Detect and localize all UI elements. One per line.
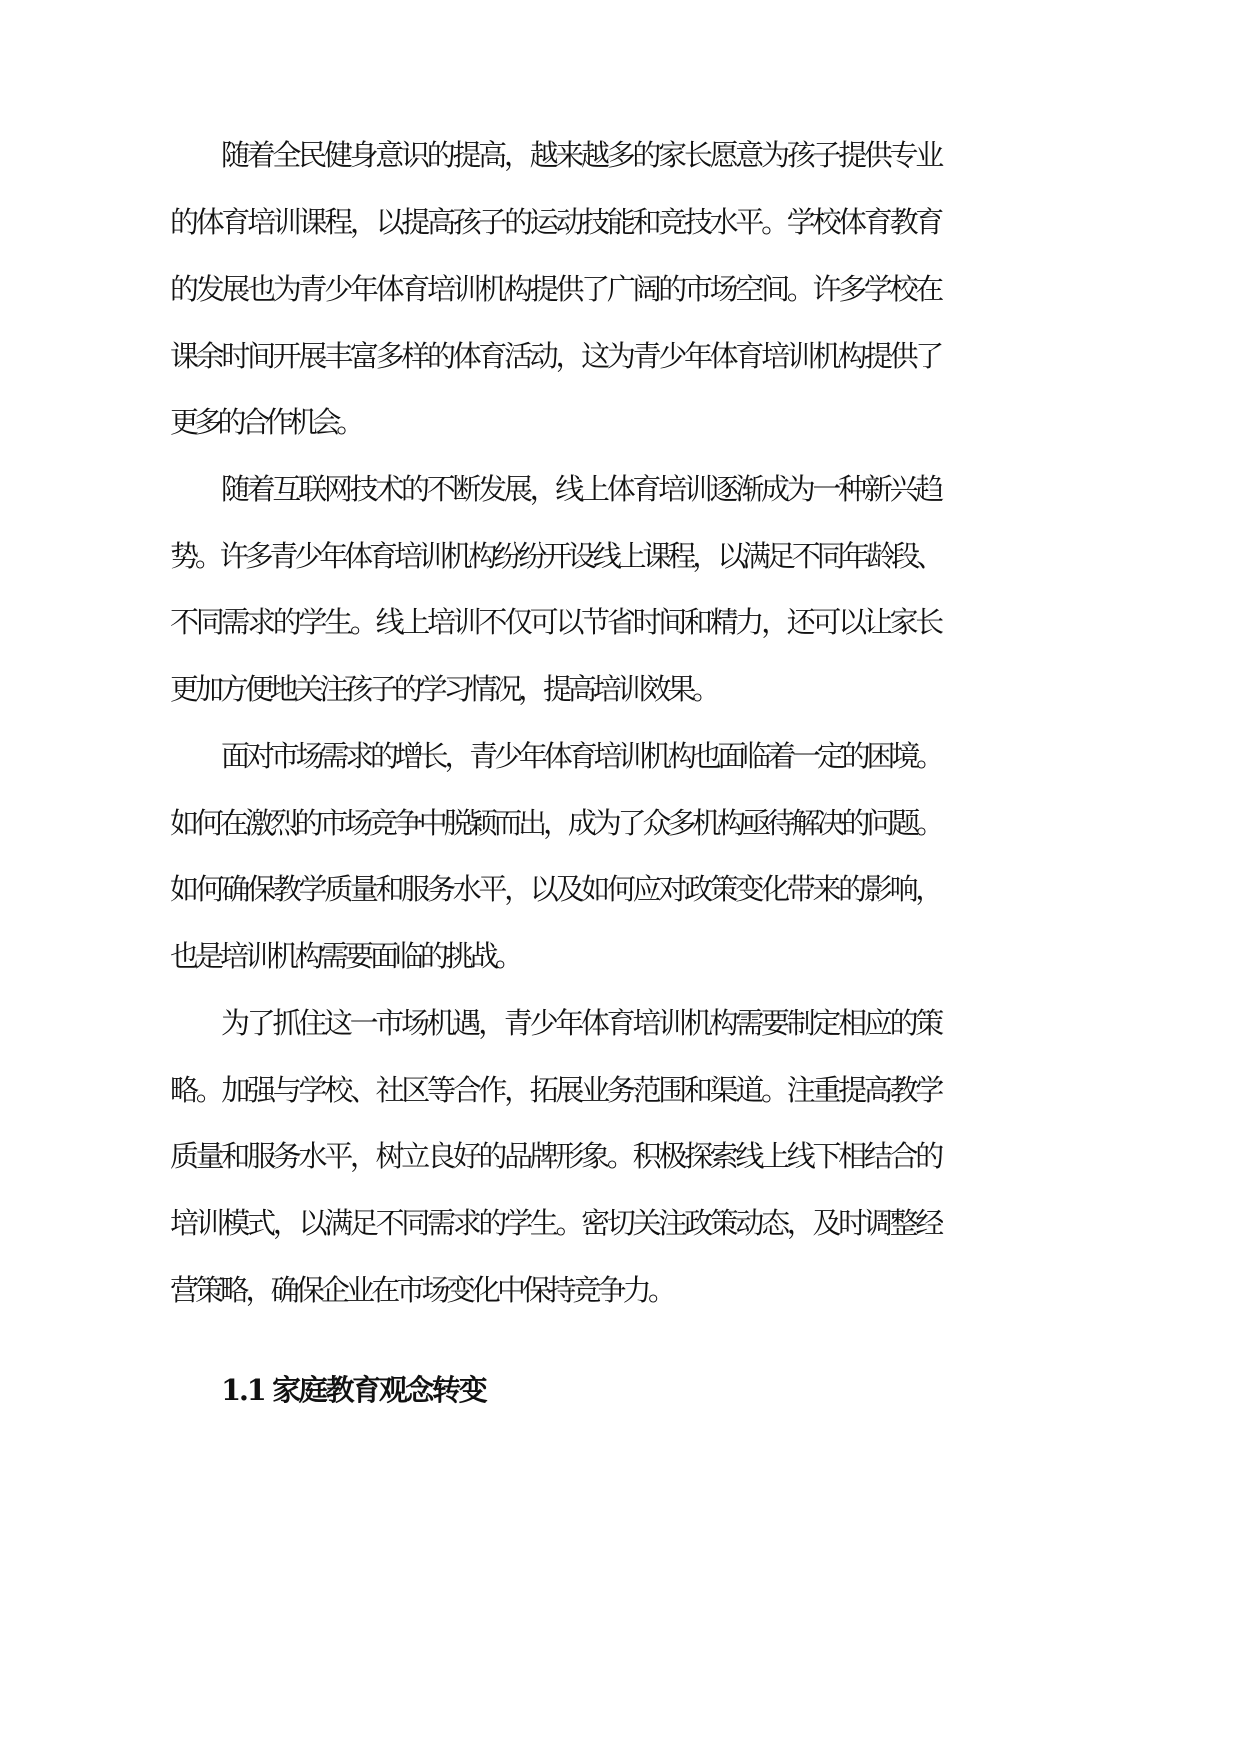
paragraph-line: 不同需求的学生。线上培训不仅可以节省时间和精力，还可以让家长: [170, 605, 941, 639]
paragraph-line: 的体育培训课程，以提高孩子的运动技能和竞技水平。学校体育教育: [170, 205, 941, 239]
paragraph-line: 如何确保教学质量和服务水平，以及如何应对政策变化带来的影响，: [170, 872, 941, 906]
paragraph-line: 营策略，确保企业在市场变化中保持竞争力。: [170, 1273, 673, 1307]
paragraph-line: 的发展也为青少年体育培训机构提供了广阔的市场空间。许多学校在: [170, 272, 941, 306]
paragraph-line: 课余时间开展丰富多样的体育活动，这为青少年体育培训机构提供了: [170, 339, 941, 373]
paragraph-line: 为了抓住这一市场机遇，青少年体育培训机构需要制定相应的策: [221, 1006, 941, 1040]
paragraph-line: 更多的合作机会。: [170, 405, 360, 439]
paragraph-line: 更加方便地关注孩子的学习情况，提高培训效果。: [170, 672, 717, 706]
paragraph-line: 随着互联网技术的不断发展，线上体育培训逐渐成为一种新兴趋: [221, 472, 941, 506]
paragraph-line: 略。加强与学校、社区等合作，拓展业务范围和渠道。注重提高教学: [170, 1073, 941, 1107]
section-heading: 1.1 家庭教育观念转变: [221, 1373, 486, 1407]
paragraph-line: 随着全民健身意识的提高，越来越多的家长愿意为孩子提供专业: [221, 138, 941, 172]
paragraph-line: 势。许多青少年体育培训机构纷纷开设线上课程，以满足不同年龄段、: [170, 539, 941, 573]
paragraph-line: 培训模式，以满足不同需求的学生。密切关注政策动态，及时调整经: [170, 1206, 941, 1240]
paragraph-line: 面对市场需求的增长，青少年体育培训机构也面临着一定的困境。: [221, 739, 941, 773]
paragraph-line: 质量和服务水平，树立良好的品牌形象。积极探索线上线下相结合的: [170, 1139, 941, 1173]
paragraph-line: 也是培训机构需要面临的挑战。: [170, 939, 520, 973]
paragraph-line: 如何在激烈的市场竞争中脱颖而出，成为了众多机构亟待解决的问题。: [170, 806, 941, 840]
